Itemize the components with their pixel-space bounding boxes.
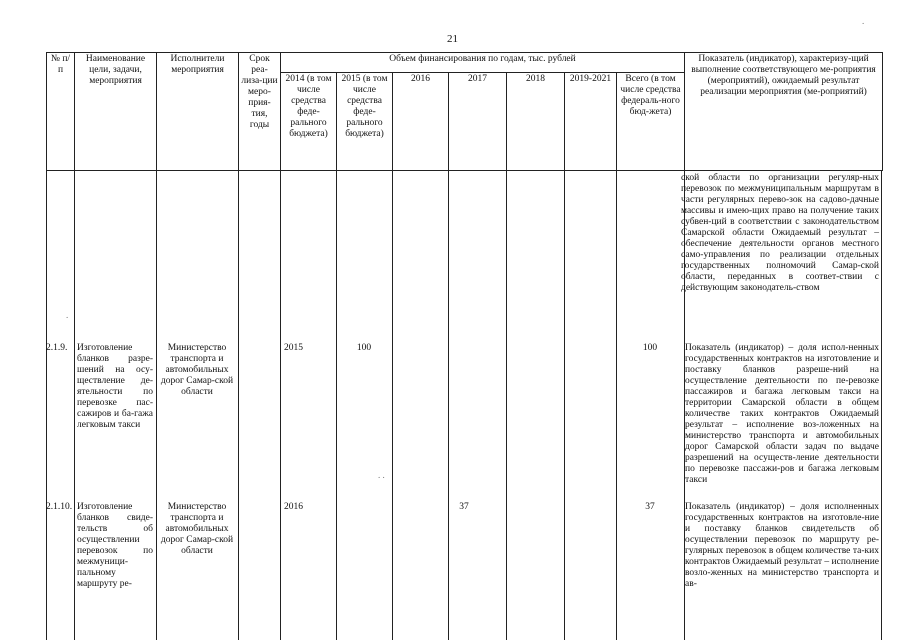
row-2015: 100 <box>356 343 372 353</box>
gridline <box>506 171 507 640</box>
header-2019-2021: 2019-2021 <box>565 73 617 171</box>
header-2018: 2018 <box>507 73 565 171</box>
gridline <box>156 171 157 640</box>
header-indicator: Показатель (индикатор), характеризу-щий выполнение соответствующего ме-роприятия (мероприятий), ожидаемый результат реализации мероприятия (ме-роприятий) <box>685 53 883 171</box>
header-num: № п/п <box>47 53 75 171</box>
header-2014: 2014 (в том числе средства феде-рального бюджета) <box>281 73 337 171</box>
gridline <box>46 171 47 640</box>
gridline <box>280 171 281 640</box>
gridline <box>336 171 337 640</box>
header-name: Наименование цели, задачи, мероприятия <box>75 53 157 171</box>
row-total: 100 <box>642 343 658 353</box>
row-term: 2016 <box>284 502 303 512</box>
scan-mark: . <box>66 310 69 320</box>
header-2016: 2016 <box>393 73 449 171</box>
financing-table-header <box>46 52 883 171</box>
row-2016: 37 <box>459 502 469 512</box>
header-term: Срок реа-лиза-ции меро-прия-тия, годы <box>239 53 281 171</box>
row-term: 2015 <box>284 343 303 353</box>
gridline <box>881 171 882 640</box>
scan-mark: . <box>862 16 865 26</box>
page-number: 21 <box>447 33 458 45</box>
row-total: 37 <box>645 502 655 512</box>
gridline <box>238 171 239 640</box>
row-number: 2.1.10. <box>46 502 73 512</box>
row-name: Изготовление бланков свиде-тельств об осуществлении перевозок по межмуници-пальному маршруту ре- <box>77 502 153 589</box>
row-indicator: Показатель (индикатор) – доля исполненных государственных контрактов на изготовле-ние и поставку бланков свидетельств об осуществлении перевозок по маршруту ре-гулярных перевозок в общем количестве та-ких контрактов Ожидаемый результат – исполнение возло-женных на министерство транспорта и ав- <box>685 502 879 589</box>
scan-mark: . . <box>378 470 385 480</box>
row-executor: Министерство транспорта и автомобильных дорог Самар-ской области <box>160 343 234 397</box>
header-2015: 2015 (в том числе средства феде-рального бюджета) <box>337 73 393 171</box>
row-number: 2.1.9. <box>46 343 68 353</box>
gridline <box>392 171 393 640</box>
row-name: Изготовление бланков разре-шений на осу-ществление де-ятельности по перевозке пас-сажиров и ба-гажа легковым такси <box>77 343 153 430</box>
header-total: Всего (в том числе средства федераль-ного бюд-жета) <box>617 73 685 171</box>
header-financing-group: Объем финансирования по годам, тыс. рублей <box>281 53 685 73</box>
row-indicator: Показатель (индикатор) – доля испол-ненных государственных контрактов на изготовление и поставку бланков разреше-ний на осуществление деятельности по пе-ревозке пассажиров и багажа легковым такси на территории Самарской области в общем количестве таких контрактов Ожидаемый результат – исполнение воз-ложенных на министерство транспорта и автомобильных дорог Самарской области задач по выдаче разрешений на осуществ-ление деятельности по перевозке пассажи-ров и багажа легковым такси <box>685 343 879 485</box>
gridline <box>564 171 565 640</box>
gridline <box>616 171 617 640</box>
header-executor: Исполнители мероприятия <box>157 53 239 171</box>
gridline <box>74 171 75 640</box>
gridline <box>448 171 449 640</box>
row-executor: Министерство транспорта и автомобильных дорог Самар-ской области <box>160 502 234 556</box>
indicator-continuation: ской области по организации регуляр-ных перевозок по межмуниципальным маршрутам в части регулярных перево-зок на садово-дачные массивы и имею-щих право на получение таких субвен-ций в соответствии с законодательством Самарской области Ожидаемый результат – обеспечение деятельности органов местного само-управления по реализации отдельных государственных полномочий Самар-ской области, переданных в соответ-ствии с действующим законодатель-ством <box>681 173 879 293</box>
header-2017: 2017 <box>449 73 507 171</box>
